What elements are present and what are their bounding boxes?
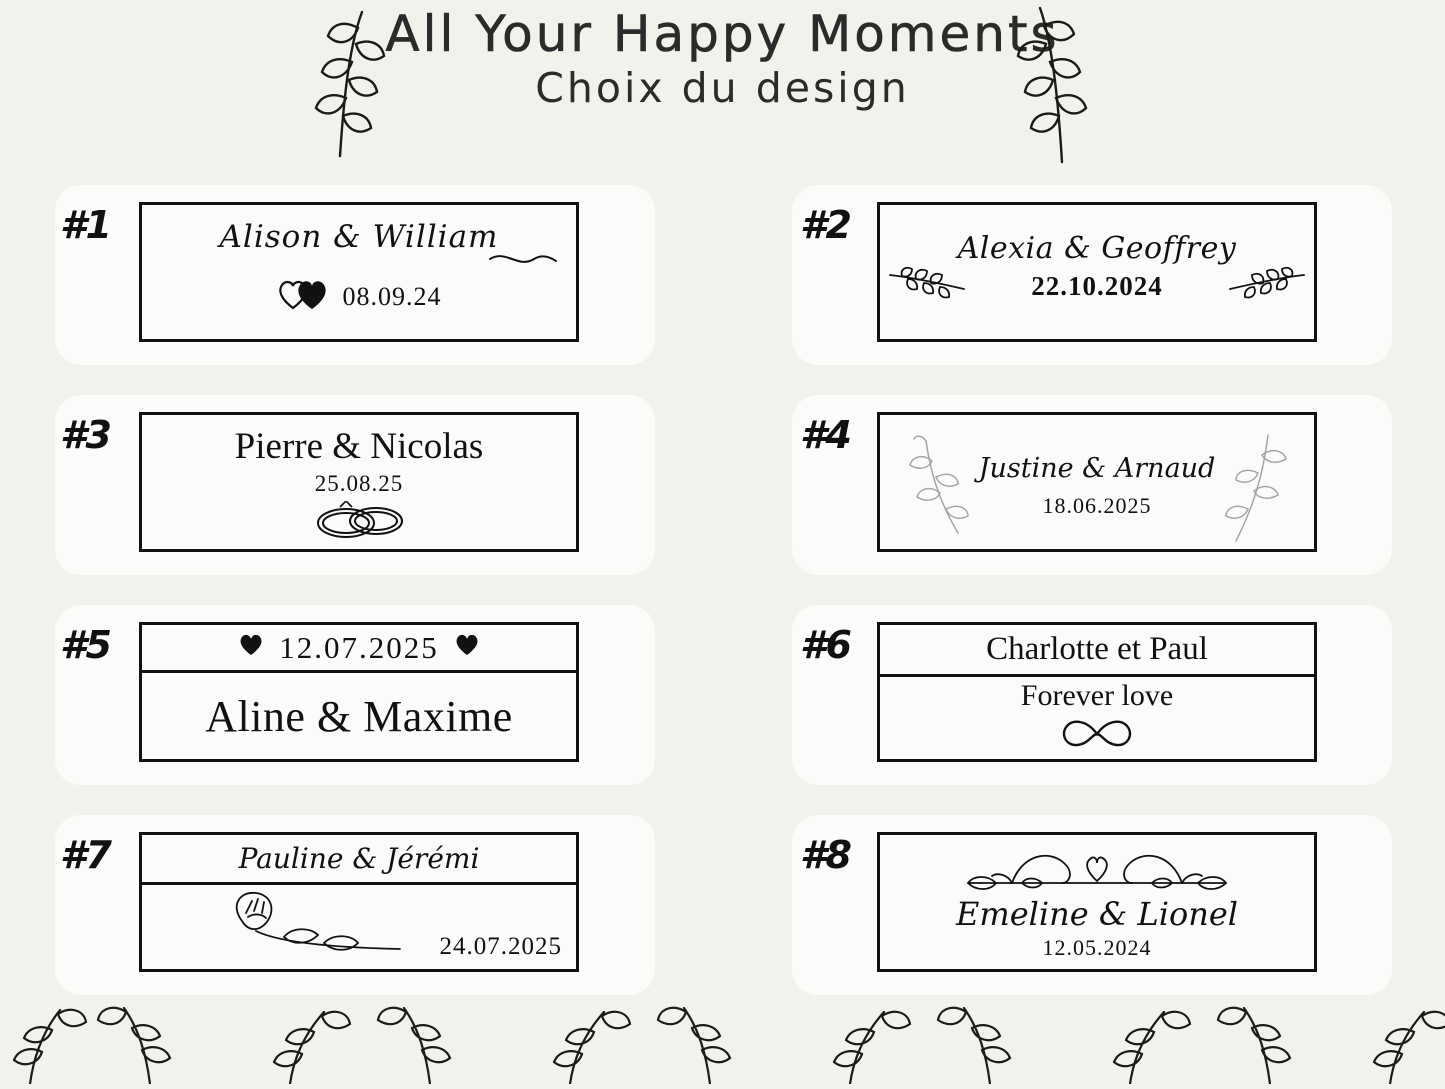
heart-vine-ornament-icon xyxy=(880,841,1314,900)
design-option-6[interactable] xyxy=(722,595,1444,805)
design-option-1[interactable] xyxy=(0,175,722,385)
leaf-sprig-icon xyxy=(1000,2,1110,172)
design-date: 12.07.2025 xyxy=(279,629,439,665)
header-titles xyxy=(0,5,1445,112)
design-option-7[interactable] xyxy=(0,805,722,1015)
design-names: Charlotte et Paul xyxy=(986,631,1208,667)
design-preview xyxy=(139,622,579,762)
design-names: Alison & William xyxy=(219,219,499,255)
design-number: #6 xyxy=(800,623,851,667)
design-number: #5 xyxy=(60,623,111,667)
design-date: 12.05.2024 xyxy=(1042,935,1152,960)
design-number: #2 xyxy=(800,203,851,247)
infinity-icon xyxy=(880,717,1314,756)
heart-icon xyxy=(239,634,263,661)
design-date: 24.07.2025 xyxy=(439,933,562,960)
design-option-5[interactable] xyxy=(0,595,722,805)
design-row xyxy=(0,805,1445,1015)
design-names: Aline & Maxime xyxy=(205,691,513,741)
design-date-row xyxy=(142,277,576,316)
design-number: #3 xyxy=(60,413,111,457)
design-row xyxy=(0,385,1445,595)
design-row xyxy=(0,595,1445,805)
design-date: 22.10.2024 xyxy=(1031,271,1163,301)
poppy-flower-icon xyxy=(200,887,410,972)
design-number: #4 xyxy=(800,413,851,457)
design-preview xyxy=(877,832,1317,972)
design-option-4[interactable] xyxy=(722,385,1444,595)
page-subtitle: Choix du design xyxy=(535,63,910,112)
design-names-row xyxy=(142,835,576,885)
leaf-branch-left-icon xyxy=(888,265,966,310)
design-number: #8 xyxy=(800,833,851,877)
design-names: Pauline & Jérémi xyxy=(238,842,480,875)
design-tagline: Forever love xyxy=(1020,679,1174,712)
design-option-2[interactable] xyxy=(722,175,1444,385)
design-preview xyxy=(877,412,1317,552)
design-names: Justine & Arnaud xyxy=(978,453,1216,484)
design-number: #1 xyxy=(60,203,111,247)
swirl-flourish-icon xyxy=(488,247,558,276)
design-preview xyxy=(877,202,1317,342)
design-date: 08.09.24 xyxy=(342,281,442,311)
design-preview xyxy=(139,412,579,552)
design-names-row xyxy=(142,673,576,759)
design-names: Pierre & Nicolas xyxy=(234,426,484,467)
design-names: Emeline & Lionel xyxy=(955,895,1238,933)
botanical-left-icon xyxy=(892,431,972,546)
wedding-rings-icon xyxy=(142,501,576,548)
design-grid xyxy=(0,175,1445,1015)
page-title: All Your Happy Moments xyxy=(385,5,1060,63)
design-names: Alexia & Geoffrey xyxy=(957,231,1237,266)
design-preview xyxy=(139,202,579,342)
design-option-3[interactable] xyxy=(0,385,722,595)
design-preview xyxy=(877,622,1317,762)
design-row xyxy=(0,175,1445,385)
design-date: 25.08.25 xyxy=(314,471,404,496)
design-date-row xyxy=(142,625,576,673)
design-names-row xyxy=(880,625,1314,677)
double-heart-icon xyxy=(277,277,333,316)
leaf-branch-right-icon xyxy=(1228,265,1306,310)
design-number: #7 xyxy=(60,833,111,877)
heart-icon xyxy=(455,634,479,661)
design-date: 18.06.2025 xyxy=(1042,493,1152,518)
botanical-right-icon xyxy=(1222,427,1302,552)
page-header xyxy=(0,0,1445,175)
design-preview xyxy=(139,832,579,972)
design-option-8[interactable] xyxy=(722,805,1444,1015)
